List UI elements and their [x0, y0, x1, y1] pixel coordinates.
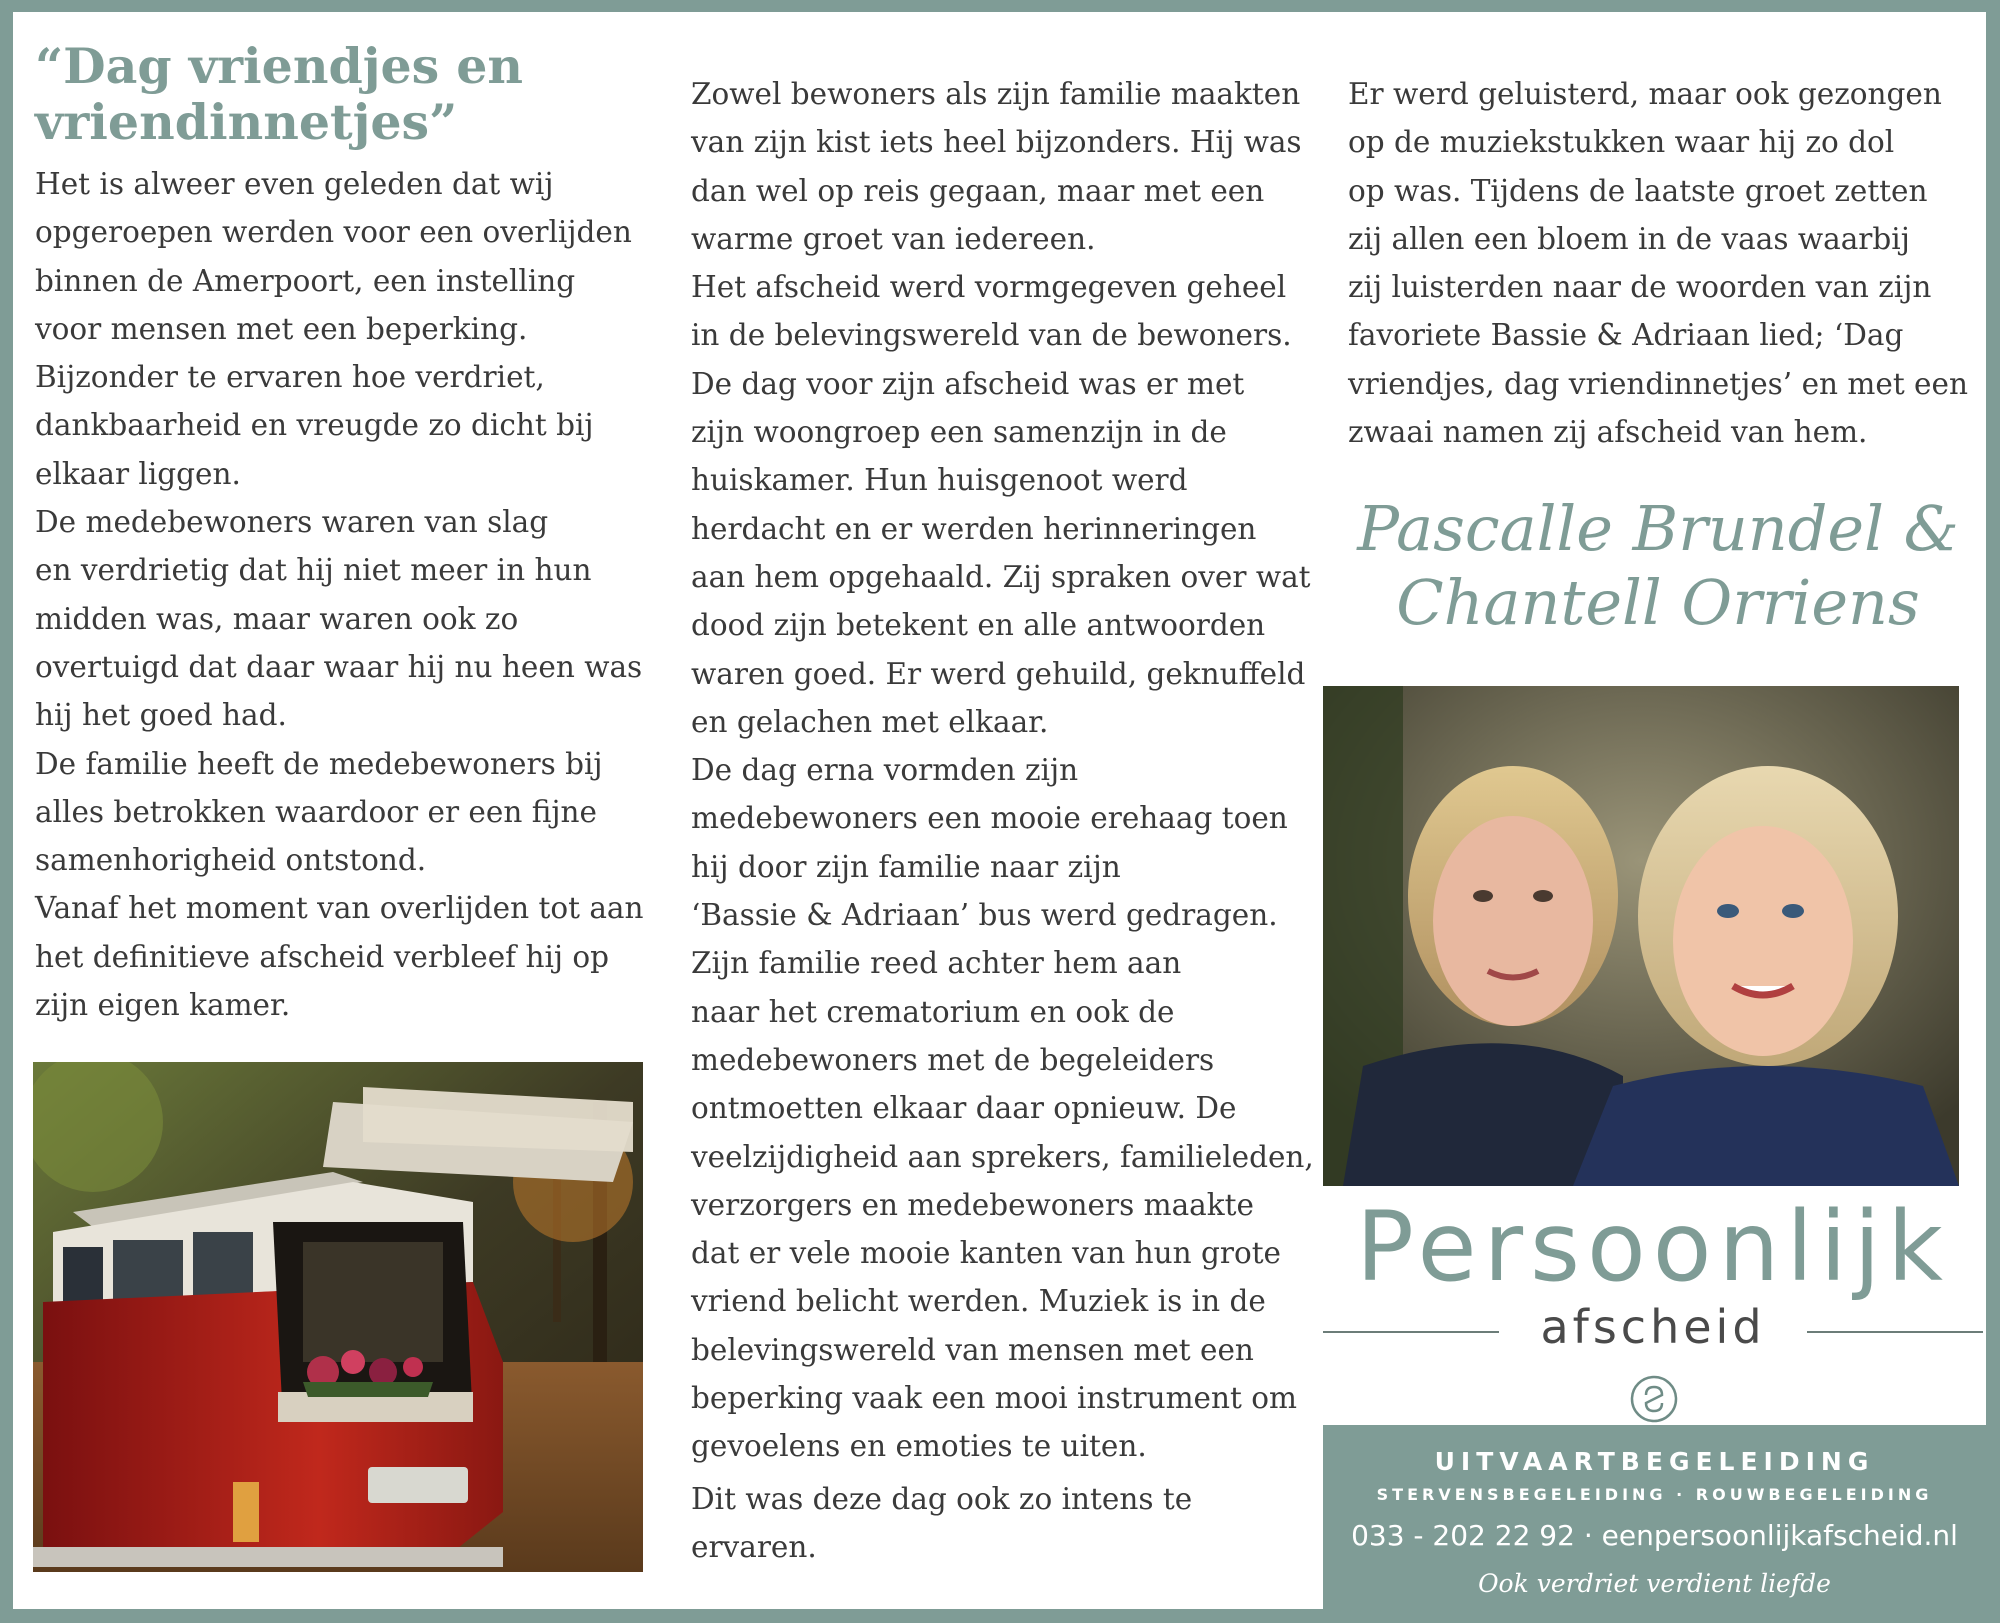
portrait-photo — [1323, 686, 1959, 1186]
column-1 — [35, 12, 665, 1029]
footer-box — [1323, 1425, 1986, 1609]
paragraph: Vanaf het moment van overlijden tot aan het definitieve afscheid verbleef hij op zijn eigen kamer. — [35, 891, 644, 1023]
paragraph: De medebewoners waren van slag en verdrietig dat hij niet meer in hun midden was, maar waren ook zo overtuigd dat daar waar hij nu heen was hij het goed had. — [35, 505, 643, 733]
article-page — [13, 12, 1986, 1609]
paragraph: Bijzonder te ervaren hoe verdriet, dankbaarheid en vreugde zo dicht bij elkaar liggen. — [35, 360, 594, 491]
headline: “Dag vriendjes en vriendinnetjes” — [35, 37, 524, 151]
paragraph: Het is alweer even geleden dat wij opgeroepen werden voor een overlijden binnen de Amerpoort, een instelling voor mensen met een beperking. — [35, 167, 632, 346]
paragraph: De familie heeft de medebewoners bij alles betrokken waardoor er een fijne samenhorigheid ontstond. — [35, 746, 603, 878]
column-3 — [1348, 12, 1978, 456]
paragraph: Het afscheid werd vormgegeven geheel in de belevingswereld van de bewoners. De dag voor zijn afscheid was er met zijn woongroep een samenzijn in de huiskamer. Hun huisgenoot werd herdacht en er werden herinneringen aan hem opgehaald. Zij spraken over wat dood zijn betekent en alle antwoorden waren goed. Er werd gehuild, geknuffeld en gelachen met elkaar. — [691, 270, 1311, 739]
footer-services-sub: STERVENSBEGELEIDING · ROUWBEGELEIDING — [1376, 1485, 1933, 1504]
paragraph: Dit was deze dag ook zo intens te ervaren. — [691, 1481, 1193, 1564]
footer-service: UITVAARTBEGELEIDING — [1434, 1447, 1875, 1476]
column-2 — [691, 12, 1331, 1571]
signature: Pascalle Brundel & Chantell Orriens — [1357, 492, 1959, 639]
paragraph: Zowel bewoners als zijn familie maakten van zijn kist iets heel bijzonders. Hij was dan wel op reis gegaan, maar met een warme groet van iedereen. — [691, 77, 1302, 256]
bus-photo — [33, 1062, 643, 1572]
divider — [1323, 1331, 1499, 1333]
brand-subtitle-row — [1323, 1300, 1983, 1360]
paragraph: De dag erna vormden zijn medebewoners een mooie erehaag toen hij door zijn familie naar zijn ‘Bassie & Adriaan’ bus werd gedragen. Zijn familie reed achter hem aan naar het crematorium en ook de medebewoners met de begeleiders ontmoetten elkaar daar opnieuw. De veelzijdigheid aan sprekers, familieleden, verzorgers en medebewoners maakte dat er vele mooie kanten van hun grote vriend belicht werden. Muziek is in de belevingswereld van mensen met een beperking vaak een mooi instrument om gevoelens en emoties te uiten. — [691, 753, 1314, 1464]
logo-icon — [1628, 1373, 1680, 1425]
paragraph: Er werd geluisterd, maar ook gezongen op de muziekstukken waar hij zo dol op was. Tijdens de laatste groet zetten zij allen een bloem in de vaas waarbij zij luisterden naar de woorden van zijn favoriete Bassie & Adriaan lied; ‘Dag vriendjes, dag vriendinnetjes’ en met een zwaai namen zij afscheid van hem. — [1348, 77, 1968, 450]
divider — [1807, 1331, 1983, 1333]
footer-tagline: Ook verdriet verdient liefde — [1478, 1569, 1831, 1598]
brand-title: Persoonlijk — [1356, 1191, 1950, 1303]
brand-subtitle: afscheid — [1540, 1300, 1766, 1354]
footer-contact: 033 - 202 22 92 · eenpersoonlijkafscheid.nl — [1351, 1519, 1958, 1552]
